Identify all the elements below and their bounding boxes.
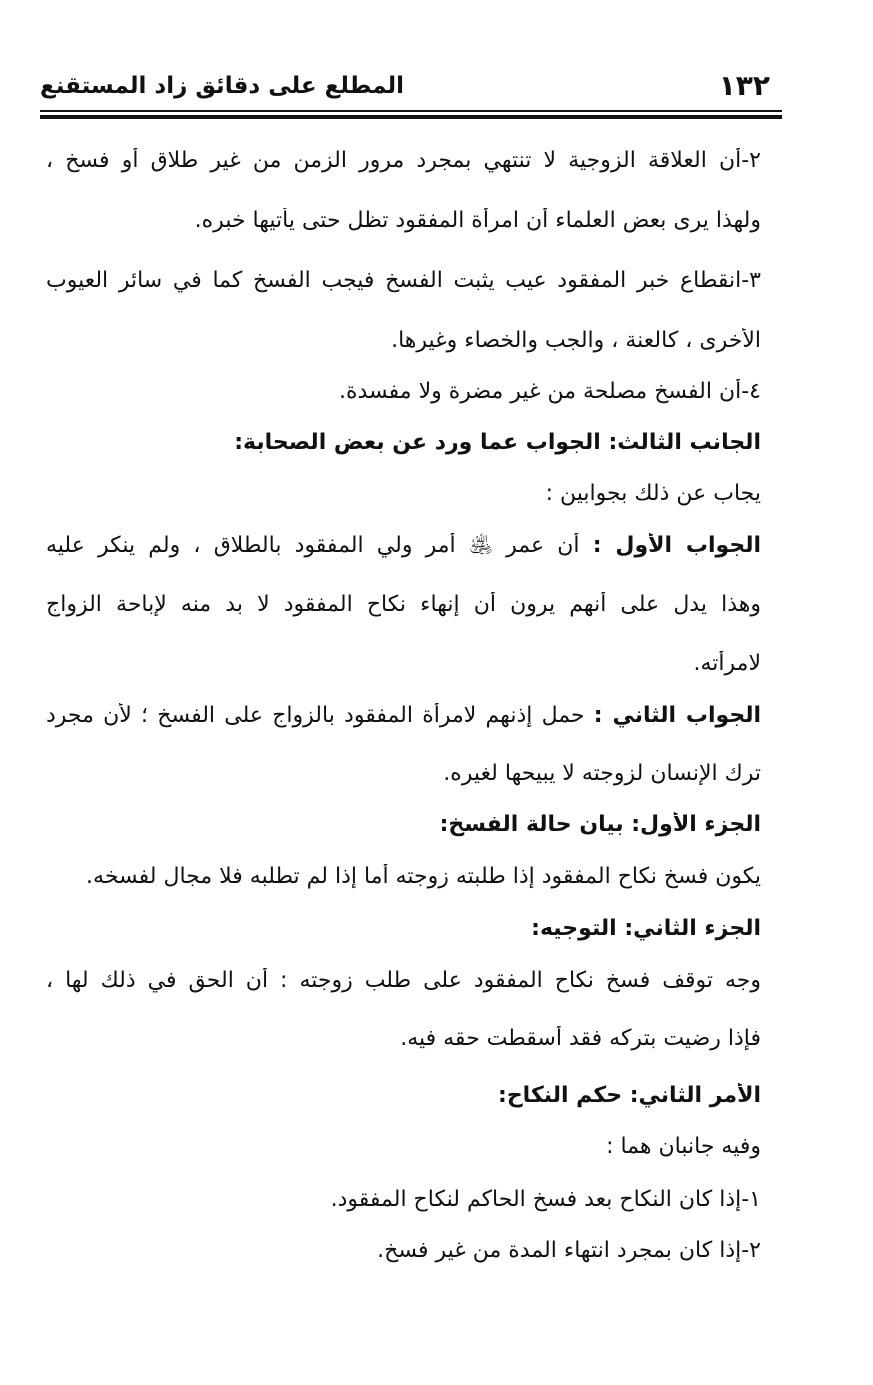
text-line: لامرأته. [693, 651, 761, 676]
section-heading: الجزء الثاني: التوجيه: [531, 916, 761, 941]
text-line: يجاب عن ذلك بجوابين : [545, 481, 761, 506]
text-line: الأخرى ، كالعنة ، والجب والخصاء وغيرها. [391, 328, 761, 353]
text-line: ٢-إذا كان بمجرد انتهاء المدة من غير فسخ. [377, 1238, 761, 1263]
section-heading: الأمر الثاني: حكم النكاح: [498, 1083, 761, 1108]
text-line: ٤-أن الفسخ مصلحة من غير مضرة ولا مفسدة. [338, 379, 761, 404]
text-line: وجه توقف فسخ نكاح المفقود على طلب زوجته : أن الحق في ذلك لها ، [46, 968, 761, 993]
term-second-answer: الجواب الثاني : [593, 703, 761, 728]
page-number: ١٣٢ [718, 69, 770, 102]
text-line: ٢-أن العلاقة الزوجية لا تنتهي بمجرد مرور الزمن من غير طلاق أو فسخ ، [46, 148, 761, 173]
running-title: المطلع على دقائق زاد المستقنع [40, 73, 405, 99]
header-rule-thin [40, 110, 782, 112]
text-line: ولهذا يرى بعض العلماء أن امرأة المفقود تظل حتى يأتيها خبره. [194, 208, 761, 233]
text-line: فإذا رضيت بتركه فقد أسقطت حقه فيه. [400, 1026, 761, 1051]
text-line: الجواب الثاني : حمل إذنهم لامرأة المفقود بالزواج على الفسخ ؛ لأن مجرد [46, 703, 761, 728]
text-line: ١-إذا كان النكاح بعد فسخ الحاكم لنكاح المفقود. [330, 1187, 761, 1212]
term-first-answer: الجواب الأول : [592, 533, 761, 558]
text-line: ترك الإنسان لزوجته لا يبيحها لغيره. [443, 761, 761, 786]
body-text [46, 140, 761, 1264]
text-line: ٣-انقطاع خبر المفقود عيب يثبت الفسخ فيجب الفسخ كما في سائر العيوب [46, 268, 761, 293]
text-line: وفيه جانبان هما : [606, 1134, 761, 1159]
section-heading: الجزء الأول: بيان حالة الفسخ: [439, 812, 761, 837]
text-line: وهذا يدل على أنهم يرون أن إنهاء نكاح المفقود لا بد منه لإباحة الزواج [46, 592, 761, 617]
section-heading: الجانب الثالث: الجواب عما ورد عن بعض الصحابة: [234, 430, 761, 455]
page-header [40, 66, 782, 106]
header-rule-thick [40, 115, 782, 119]
text-line: الجواب الأول : أن عمر ﵁ أمر ولي المفقود بالطلاق ، ولم ينكر عليه [46, 533, 761, 558]
text-line: يكون فسخ نكاح المفقود إذا طلبته زوجته أما إذا لم تطلبه فلا مجال لفسخه. [86, 864, 761, 889]
